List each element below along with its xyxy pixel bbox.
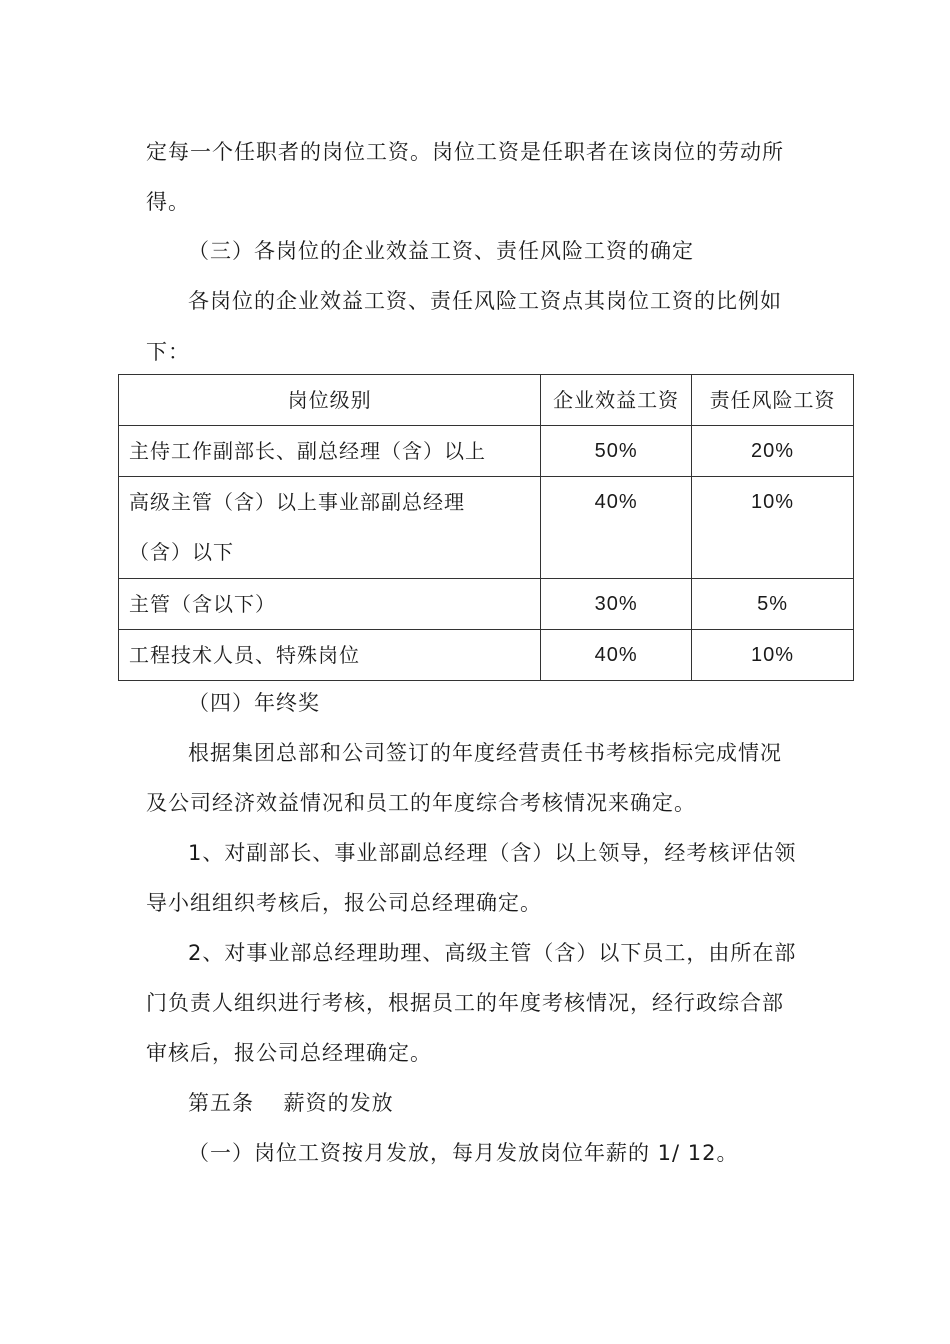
cell-benefit: 50% <box>541 426 692 477</box>
cell-level: 工程技术人员、特殊岗位 <box>119 630 541 681</box>
paragraph-line: 及公司经济效益情况和员工的年度综合考核情况来确定。 <box>146 791 696 815</box>
header-risk-salary: 责任风险工资 <box>692 375 854 426</box>
paragraph-line: 门负责人组织进行考核，根据员工的年度考核情况，经行政综合部 <box>146 991 784 1015</box>
paragraph-line: 审核后，报公司总经理确定。 <box>146 1041 432 1065</box>
cell-level-line: 高级主管（含）以上事业部副总经理 <box>129 490 465 514</box>
cell-benefit: 30% <box>541 579 692 630</box>
paragraph-line: 得。 <box>146 190 190 214</box>
header-position-level: 岗位级别 <box>119 375 541 426</box>
cell-level <box>119 477 541 579</box>
cell-level: 主管（含以下） <box>119 579 541 630</box>
salary-ratio-table <box>118 374 854 681</box>
paragraph-line: 1、对副部长、事业部副总经理（含）以上领导，经考核评估领 <box>188 841 797 865</box>
paragraph-line: 根据集团总部和公司签订的年度经营责任书考核指标完成情况 <box>188 741 782 765</box>
article-heading: 第五条 薪资的发放 <box>188 1091 394 1115</box>
cell-benefit: 40% <box>541 630 692 681</box>
cell-level: 主侍工作副部长、副总经理（含）以上 <box>119 426 541 477</box>
paragraph-line: 定每一个任职者的岗位工资。岗位工资是任职者在该岗位的劳动所 <box>146 140 784 164</box>
cell-risk: 10% <box>692 630 854 681</box>
section-heading: （四）年终奖 <box>188 691 320 715</box>
table-row <box>119 426 854 477</box>
paragraph-line: 2、对事业部总经理助理、高级主管（含）以下员工，由所在部 <box>188 941 797 965</box>
cell-risk: 20% <box>692 426 854 477</box>
table-row <box>119 630 854 681</box>
cell-risk: 10% <box>692 477 854 579</box>
paragraph-line: （一）岗位工资按月发放，每月发放岗位年薪的 1/ 12。 <box>188 1141 739 1165</box>
paragraph-line: 下： <box>146 340 190 364</box>
header-benefit-salary: 企业效益工资 <box>541 375 692 426</box>
paragraph-line: 导小组组织考核后，报公司总经理确定。 <box>146 891 542 915</box>
cell-benefit: 40% <box>541 477 692 579</box>
cell-risk: 5% <box>692 579 854 630</box>
cell-level-line: （含）以下 <box>129 540 234 564</box>
section-heading: （三）各岗位的企业效益工资、责任风险工资的确定 <box>188 239 694 263</box>
table-row <box>119 579 854 630</box>
table-header-row <box>119 375 854 426</box>
table-row <box>119 477 854 579</box>
paragraph-line: 各岗位的企业效益工资、责任风险工资点其岗位工资的比例如 <box>188 289 782 313</box>
